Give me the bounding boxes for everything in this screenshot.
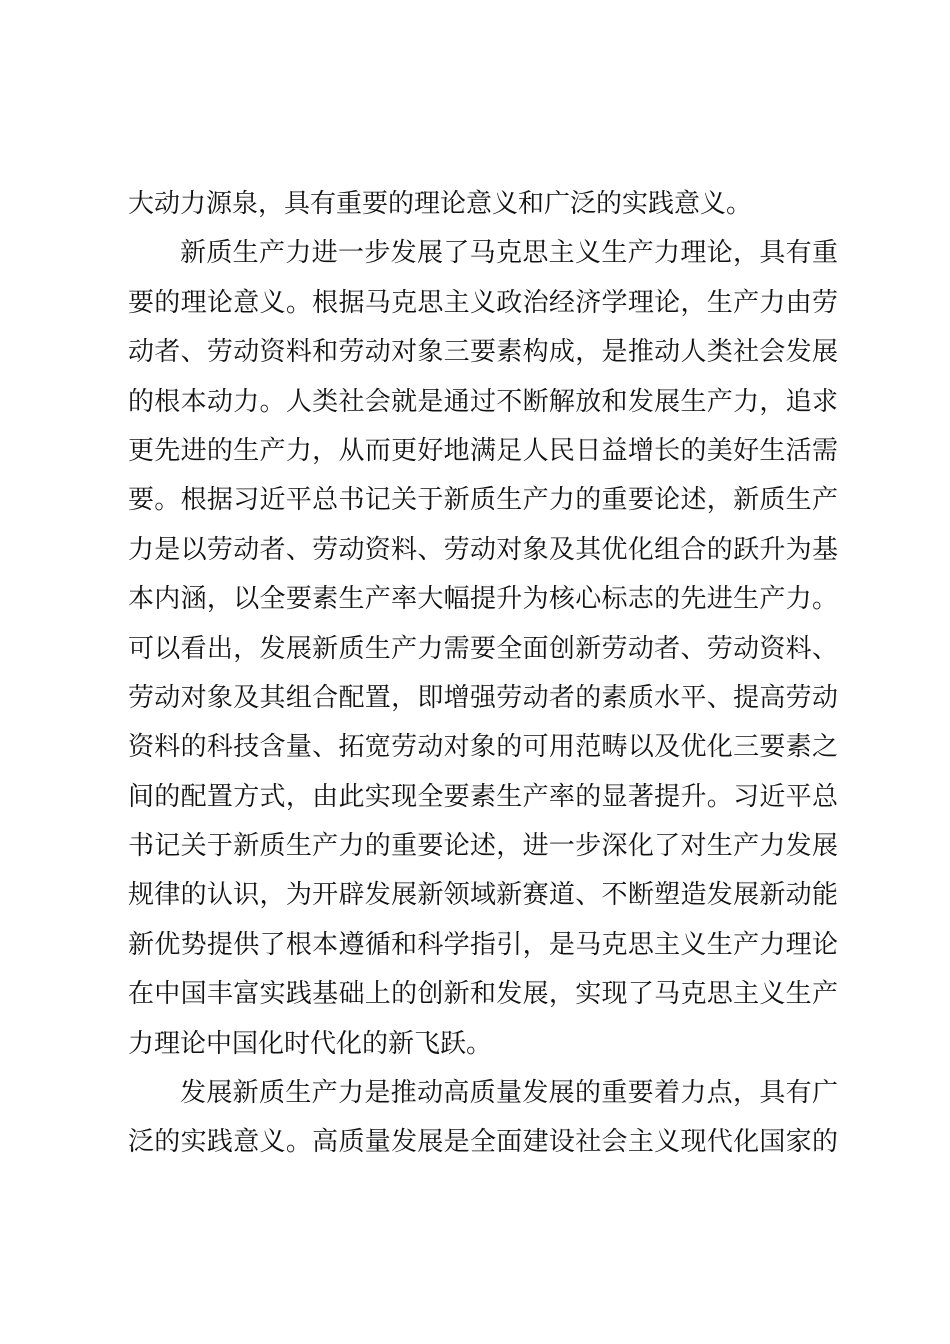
text-line: 规律的认识，为开辟发展新领域新赛道、不断塑造发展新动能	[128, 880, 838, 911]
text-line: 大动力源泉，具有重要的理论意义和广泛的实践意义。	[128, 189, 753, 219]
text-line: 要的理论意义。根据马克思主义政治经济学理论，生产力由劳	[128, 287, 838, 318]
text-line: 新质生产力进一步发展了马克思主义生产力理论，具有重	[180, 238, 838, 269]
text-line: 动者、劳动资料和劳动对象三要素构成，是推动人类社会发展	[128, 337, 838, 368]
text-line: 力理论中国化时代化的新飞跃。	[128, 1028, 493, 1059]
text-line: 间的配置方式，由此实现全要素生产率的显著提升。习近平总	[128, 781, 838, 812]
text-line: 要。根据习近平总书记关于新质生产力的重要论述，新质生产	[128, 485, 838, 516]
text-line: 劳动对象及其组合配置，即增强劳动者的素质水平、提高劳动	[128, 682, 838, 713]
body-text	[128, 180, 838, 1168]
text-line: 新优势提供了根本遵循和科学指引，是马克思主义生产力理论	[128, 929, 838, 960]
paragraph-1	[128, 180, 838, 229]
paragraph-2	[128, 229, 838, 1069]
text-line: 更先进的生产力，从而更好地满足人民日益增长的美好生活需	[128, 435, 838, 466]
text-line: 可以看出，发展新质生产力需要全面创新劳动者、劳动资料、	[128, 633, 838, 664]
text-line: 在中国丰富实践基础上的创新和发展，实现了马克思主义生产	[128, 979, 838, 1010]
text-line: 书记关于新质生产力的重要论述，进一步深化了对生产力发展	[128, 831, 838, 862]
text-line: 本内涵，以全要素生产率大幅提升为核心标志的先进生产力。	[128, 584, 838, 615]
text-line: 的根本动力。人类社会就是通过不断解放和发展生产力，追求	[128, 386, 838, 417]
text-line: 力是以劳动者、劳动资料、劳动对象及其优化组合的跃升为基	[128, 534, 838, 565]
text-line: 泛的实践意义。高质量发展是全面建设社会主义现代化国家的	[128, 1127, 838, 1158]
text-line: 发展新质生产力是推动高质量发展的重要着力点，具有广	[180, 1078, 838, 1109]
text-line: 资料的科技含量、拓宽劳动对象的可用范畴以及优化三要素之	[128, 732, 838, 763]
paragraph-3	[128, 1069, 838, 1168]
